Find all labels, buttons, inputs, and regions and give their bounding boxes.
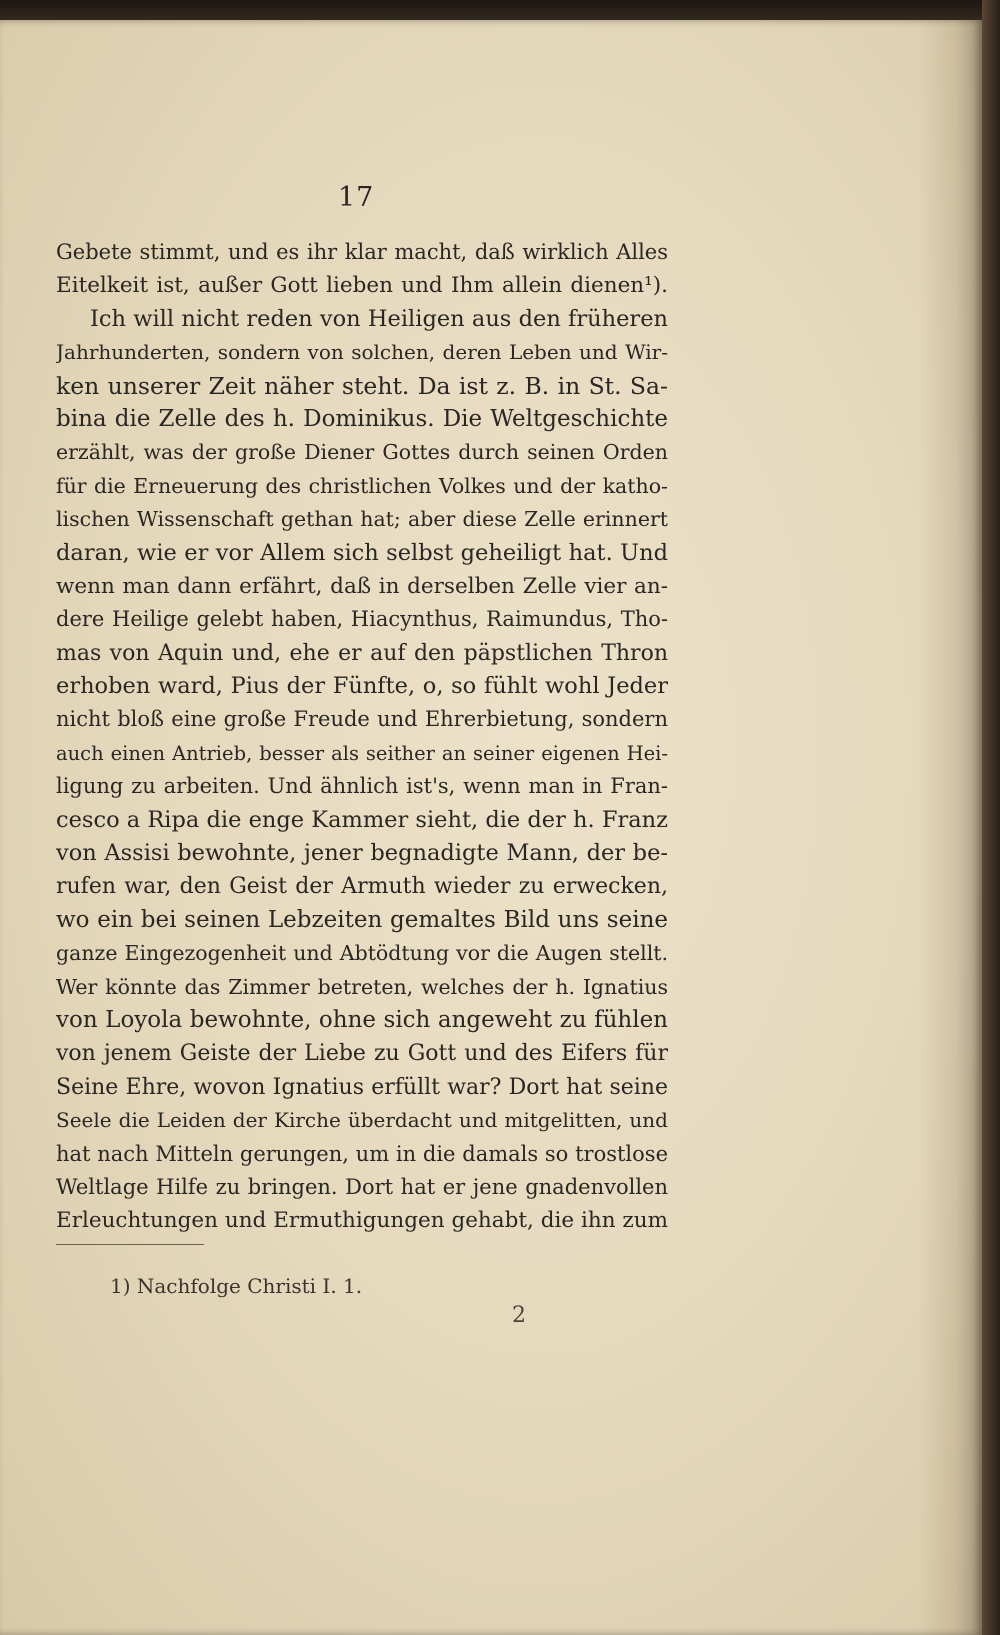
text-line: ken unserer Zeit näher steht. Da ist z. B. in St. Sa- bbox=[56, 371, 668, 400]
text-line: auch einen Antrieb, besser als seither an seiner eigenen Hei- bbox=[56, 741, 668, 765]
text-line: Wer könnte das Zimmer betreten, welches der h. Ignatius bbox=[56, 974, 668, 999]
text-line: für die Erneuerung des christlichen Volkes und der katho- bbox=[56, 473, 668, 498]
text-line: lischen Wissenschaft gethan hat; aber diese Zelle erinnert bbox=[56, 507, 668, 532]
text-line: Jahrhunderten, sondern von solchen, deren Leben und Wir- bbox=[56, 340, 668, 365]
text-line: nicht bloß eine große Freude und Ehrerbietung, sondern bbox=[56, 707, 668, 732]
text-line: dere Heilige gelebt haben, Hiacynthus, Raimundus, Tho- bbox=[56, 607, 668, 632]
text-line: Erleuchtungen und Ermuthigungen gehabt, die ihn zum bbox=[56, 1208, 668, 1234]
body-text bbox=[56, 236, 668, 1238]
text-line: daran, wie er vor Allem sich selbst geheiligt hat. Und bbox=[56, 539, 668, 566]
page-edge-shadow bbox=[918, 20, 982, 1635]
text-line: Eitelkeit ist, außer Gott lieben und Ihm allein dienen¹). bbox=[56, 273, 668, 299]
text-line: mas von Aquin und, ehe er auf den päpstlichen Thron bbox=[56, 640, 668, 666]
page-number: 17 bbox=[338, 182, 375, 213]
text-line: hat nach Mitteln gerungen, um in die damals so trostlose bbox=[56, 1141, 668, 1166]
binding-edge-right bbox=[982, 0, 1000, 1635]
text-line: Seele die Leiden der Kirche überdacht und mitgelitten, und bbox=[56, 1108, 668, 1133]
text-line: von Assisi bewohnte, jener begnadigte Mann, der be- bbox=[56, 840, 668, 867]
footnote: 1) Nachfolge Christi I. 1. bbox=[110, 1274, 363, 1298]
text-line: Ich will nicht reden von Heiligen aus den früheren bbox=[90, 305, 668, 332]
text-line: rufen war, den Geist der Armuth wieder zu erwecken, bbox=[56, 874, 668, 900]
text-line: Seine Ehre, wovon Ignatius erfüllt war? Dort hat seine bbox=[56, 1074, 668, 1100]
text-line: ganze Eingezogenheit und Abtödtung vor die Augen stellt. bbox=[56, 941, 668, 966]
text-line: Weltlage Hilfe zu bringen. Dort hat er jene gnadenvollen bbox=[56, 1174, 668, 1199]
text-line: von Loyola bewohnte, ohne sich angeweht zu fühlen bbox=[56, 1006, 668, 1033]
signature-mark: 2 bbox=[512, 1303, 526, 1328]
text-line: Gebete stimmt, und es ihr klar macht, daß wirklich Alles bbox=[56, 240, 668, 264]
text-line: von jenem Geiste der Liebe zu Gott und des Eifers für bbox=[56, 1041, 668, 1067]
text-line: bina die Zelle des h. Dominikus. Die Weltgeschichte bbox=[56, 405, 668, 432]
text-line: wo ein bei seinen Lebzeiten gemaltes Bild uns seine bbox=[56, 906, 668, 933]
text-line: erhoben ward, Pius der Fünfte, o, so fühlt wohl Jeder bbox=[56, 673, 668, 700]
text-line: wenn man dann erfährt, daß in derselben Zelle vier an- bbox=[56, 573, 668, 599]
text-line: cesco a Ripa die enge Kammer sieht, die der h. Franz bbox=[56, 806, 668, 833]
text-line: erzählt, was der große Diener Gottes durch seinen Orden bbox=[56, 440, 668, 465]
footnote-divider bbox=[56, 1244, 204, 1245]
text-line: ligung zu arbeiten. Und ähnlich ist's, wenn man in Fran- bbox=[56, 774, 668, 799]
